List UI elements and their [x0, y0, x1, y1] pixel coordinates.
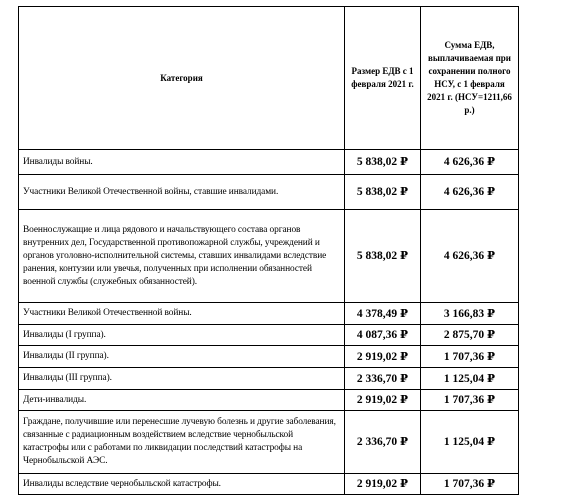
edv-size-cell: 4 378,49 ₽ — [356, 307, 409, 320]
category-cell: Участники Великой Отечественной войны, ставшие инвалидами. — [23, 186, 279, 197]
edv-sum-cell: 1 707,36 ₽ — [443, 350, 496, 363]
header-edv-sum: Сумма ЕДВ, выплачиваемая при сохранении полного НСУ, с 1 февраля 2021 г. (НСУ=1211,66 р.) — [427, 40, 512, 115]
category-cell: Инвалиды (III группа). — [23, 373, 112, 383]
category-cell: Дети-инвалиды. — [23, 394, 87, 405]
edv-size-cell: 2 919,02 ₽ — [356, 478, 409, 490]
edv-sum-cell: 4 626,36 ₽ — [443, 186, 496, 198]
header-edv-size: Размер ЕДВ с 1 февраля 2021 г. — [351, 66, 414, 89]
category-cell: Участники Великой Отечественной войны. — [23, 308, 192, 318]
category-cell: Граждане, получившие или перенесшие лучевую болезнь и другие заболевания, связанные с радиационным воздействием вследствие чернобыльской катастрофы или с работами по ликвидации последствий катастрофы на Чернобыльской АЭС. — [23, 417, 336, 466]
edv-size-cell: 2 919,02 ₽ — [356, 394, 409, 406]
edv-sum-cell: 1 707,36 ₽ — [443, 478, 496, 490]
edv-sum-cell: 4 626,36 ₽ — [443, 250, 496, 262]
edv-size-cell: 2 336,70 ₽ — [356, 436, 409, 448]
category-cell: Инвалиды (II группа). — [23, 351, 109, 361]
category-cell: Военнослужащие и лица рядового и начальствующего состава органов внутренних дел, Государственной противопожарной службы, учреждений и органов уголовно-исполнительной системы, ставших инвалидами вследствие ранения, контузии или увечья, полученных при исполнении обязанностей военной службы (служебных обязанностей). — [23, 224, 327, 287]
edv-sum-cell: 1 707,36 ₽ — [443, 394, 496, 406]
edv-sum-cell: 3 166,83 ₽ — [443, 307, 496, 320]
edv-table — [18, 6, 519, 495]
edv-size-cell: 4 087,36 ₽ — [356, 329, 409, 341]
header-category: Категория — [160, 72, 203, 83]
edv-size-cell: 2 919,02 ₽ — [356, 350, 409, 363]
edv-sum-cell: 1 125,04 ₽ — [443, 372, 496, 385]
category-cell: Инвалиды войны. — [23, 156, 93, 167]
edv-size-cell: 5 838,02 ₽ — [356, 250, 409, 262]
edv-size-cell: 5 838,02 ₽ — [356, 186, 409, 198]
edv-sum-cell: 4 626,36 ₽ — [443, 156, 496, 168]
edv-size-cell: 2 336,70 ₽ — [356, 372, 409, 385]
category-cell: Инвалиды (I группа). — [23, 329, 106, 340]
edv-sum-cell: 2 875,70 ₽ — [443, 329, 496, 341]
edv-size-cell: 5 838,02 ₽ — [356, 156, 409, 168]
edv-sum-cell: 1 125,04 ₽ — [443, 436, 496, 448]
category-cell: Инвалиды вследствие чернобыльской катастрофы. — [23, 478, 221, 489]
